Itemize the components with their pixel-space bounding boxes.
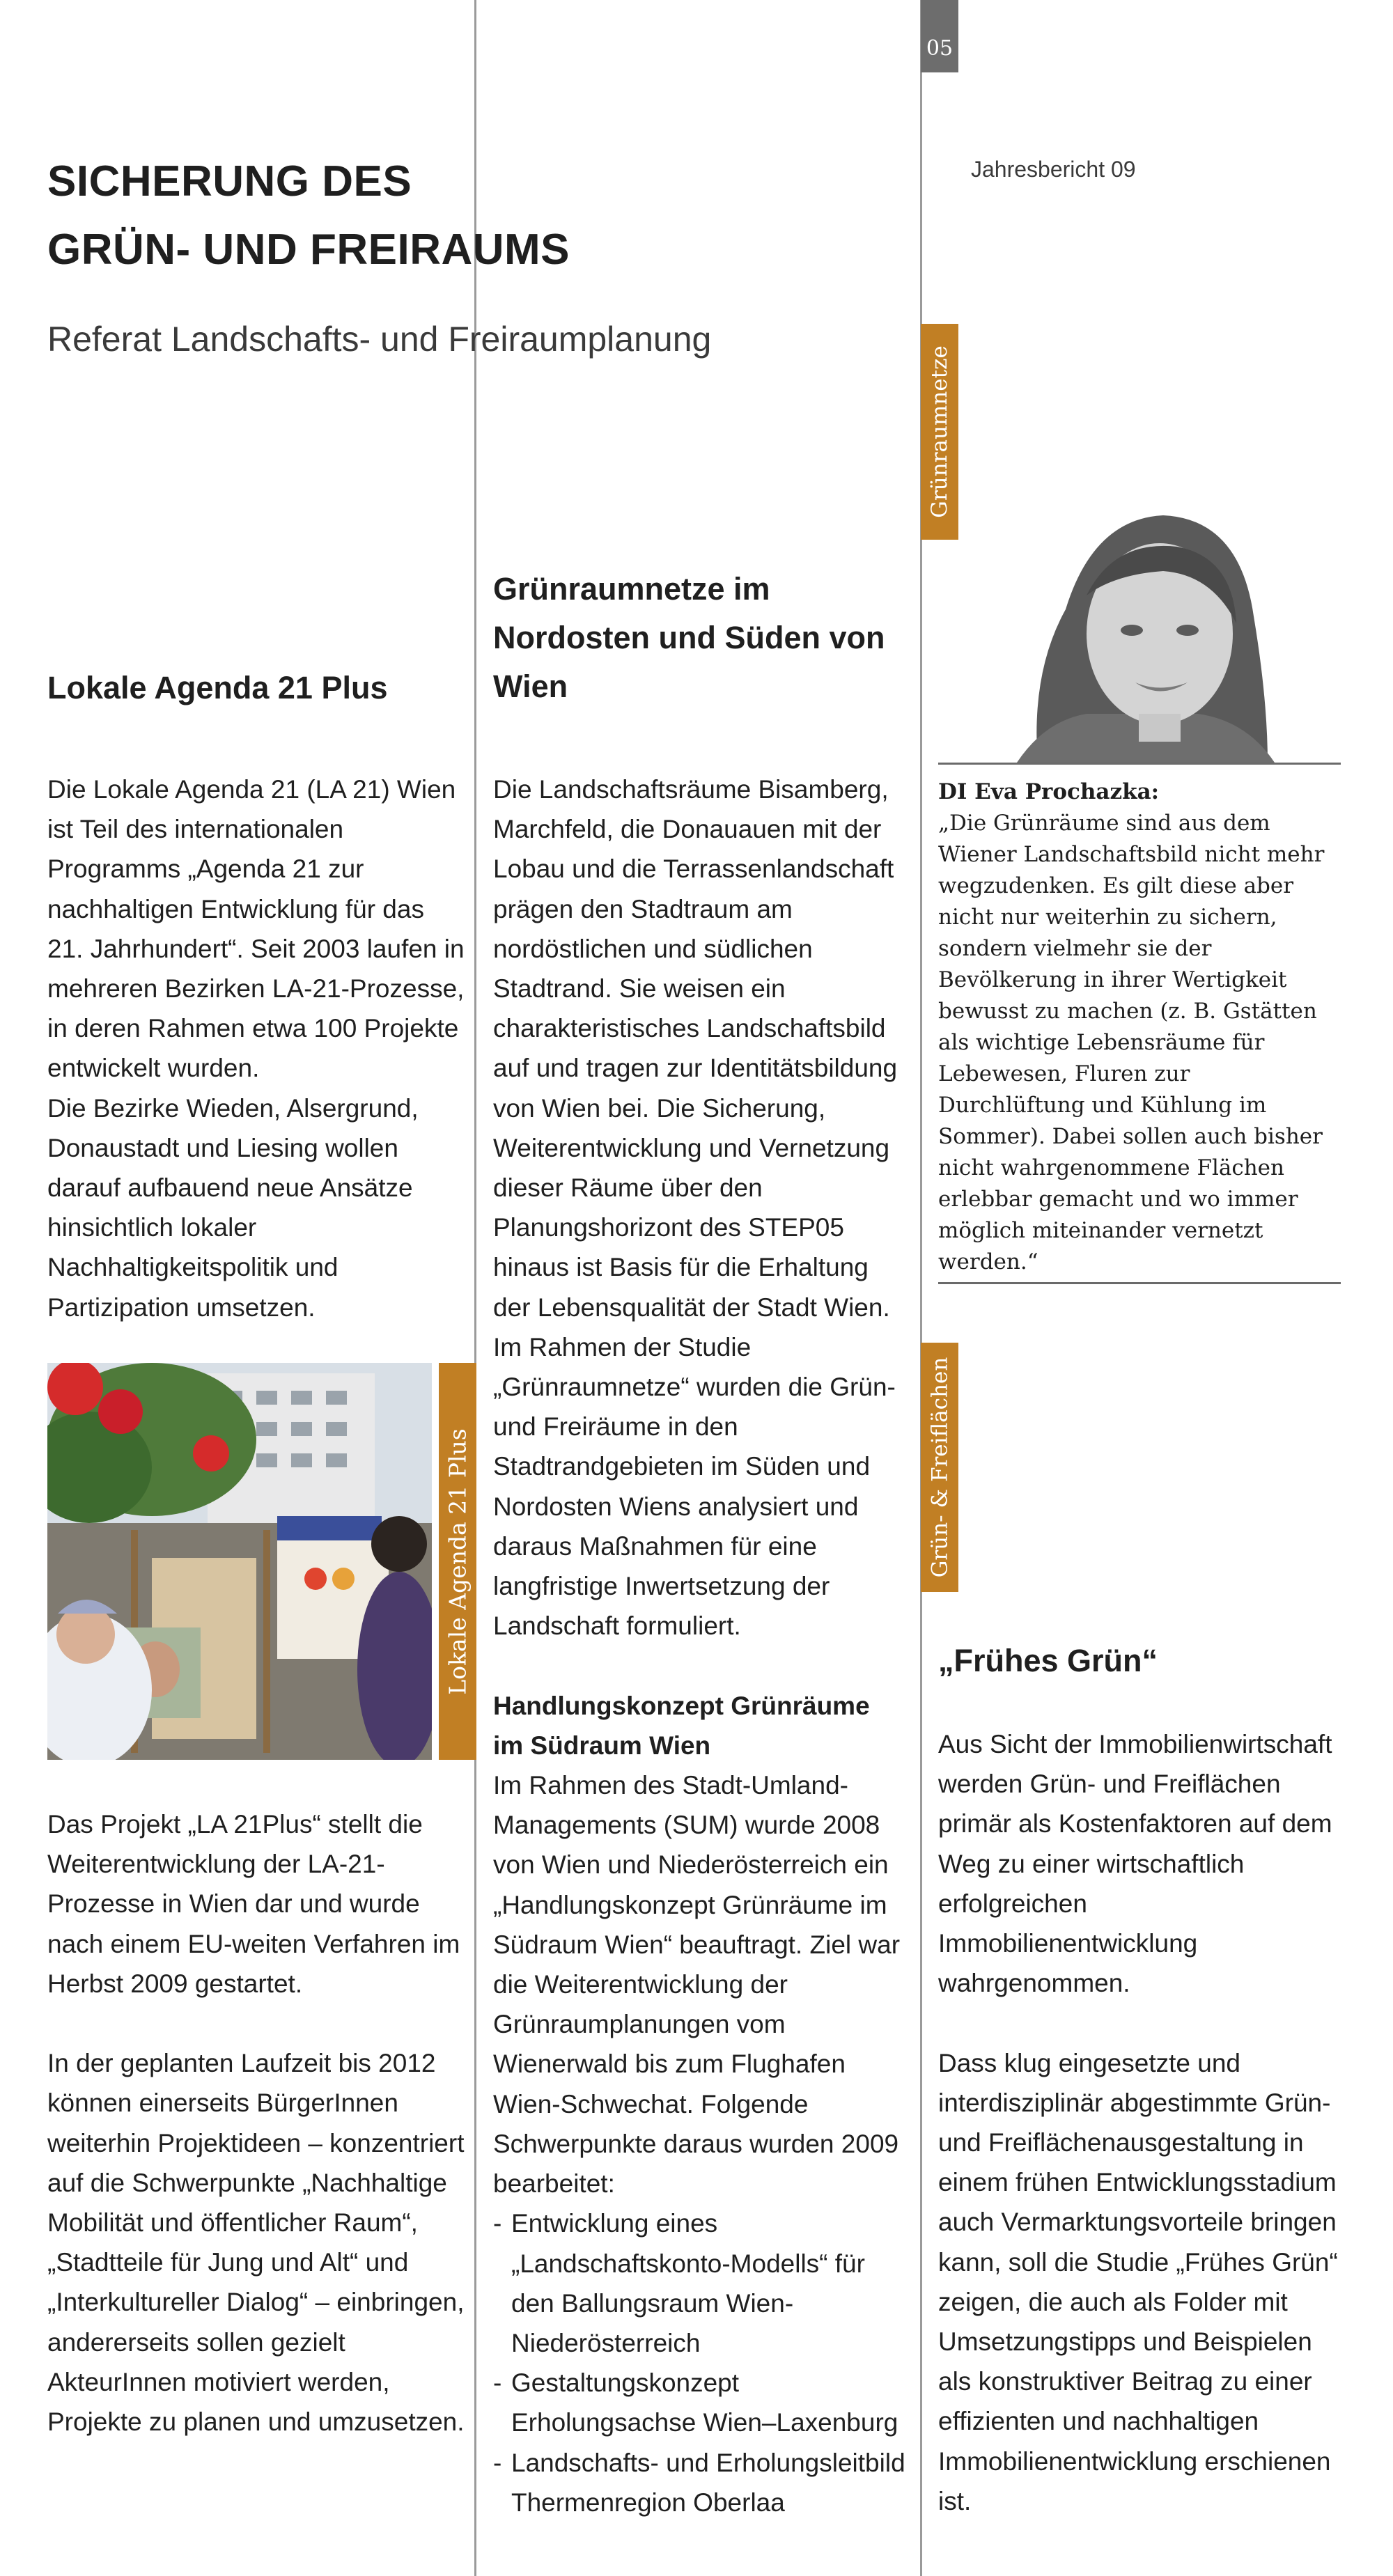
photo-caption: Lokale Agenda 21 Plus (444, 1428, 472, 1695)
col1-body-bottom (47, 1804, 465, 2442)
section-tab-gruen-freiflaechen (921, 1343, 958, 1592)
col2-list (493, 2203, 905, 2522)
photo-caption-tab (439, 1363, 476, 1760)
column-divider-left (474, 0, 476, 2576)
col3-body (938, 1724, 1346, 2521)
col3-heading: „Frühes Grün“ (938, 1643, 1158, 1678)
title-line-1: SICHERUNG DES (47, 157, 412, 205)
report-label: Jahresbericht 09 (971, 157, 1136, 182)
quote-text: „Die Grünräume sind aus dem Wiener Landschaftsbild nicht mehr wegzudenken. Es gilt diese aber nicht nur weiterhin zu sichern, sondern vielmehr sie der Bevölkerung in ihrer Wertigkeit bewusst zu machen (z. B. Gstätten als wichtige Lebensräume für Lebewesen, Fluren zur Durchlüftung und Kühlung im Sommer). Dabei sollen auch bisher nicht wahrgenommene Flächen erlebbar gemacht und wo immer möglich miteinander vernetzt werden.“ (938, 811, 1325, 1274)
quote-author: DI Eva Prochazka: (938, 779, 1160, 804)
event-photo (47, 1363, 432, 1760)
list-item: - Entwicklung eines „Landschaftskonto-Modells“ für den Ballungsraum Wien-Niederösterreich (493, 2203, 905, 2363)
page-subtitle: Referat Landschafts- und Freiraumplanung (47, 320, 712, 359)
quote-rule-top (938, 763, 1341, 765)
col1-paragraph: Die Lokale Agenda 21 (LA 21) Wien ist Teil des internationalen Programms „Agenda 21 zur nachhaltigen Entwicklung für das 21. Jahrhundert“. Seit 2003 laufen in mehreren Bezirken LA-21-Prozesse, in deren Rahmen etwa 100 Projekte entwickelt wurden. (47, 775, 465, 1083)
col2-paragraph: Im Rahmen des Stadt-Umland-Managements (SUM) wurde 2008 von Wien und Niederösterreich ein „Handlungskonzept Grünräume im Südraum Wien“ beauftragt. Ziel war die Weiterentwicklung der Grünraumplanungen vom Wienerwald bis zum Flughafen Wien-Schwechat. Folgende Schwerpunkte daraus wurden 2009 bearbeitet: (493, 1771, 901, 2199)
col2-paragraph: Die Landschaftsräume Bisamberg, Marchfeld, die Donauauen mit der Lobau und die Terrassenlandschaft prägen den Stadtraum am nordöstlichen und südlichen Stadtrand. Sie weisen ein charakteristisches Landschaftsbild auf und tragen zur Identitätsbildung von Wien bei. Die Sicherung, Weiterentwicklung und Vernetzung dieser Räume über den Planungshorizont des STEP05 hinaus ist Basis für die Erhaltung der Lebensqualität der Stadt Wien. Im Rahmen der Studie „Grünraumnetze“ wurden die Grün- und Freiräume in den Stadtrandgebieten im Süden und Nordosten Wiens analysiert und daraus Maßnahmen für eine langfristige Inwertsetzung der Landschaft formuliert. (493, 775, 898, 1641)
section-tab-gruenraumnetze (921, 324, 958, 540)
col2-subheading: Handlungskonzept Grünräume im Südraum Wien (493, 1691, 870, 1760)
col1-paragraph: Das Projekt „LA 21Plus“ stellt die Weiterentwicklung der LA-21-Prozesse in Wien dar und wurde nach einem EU-weiten Verfahren im Herbst 2009 gestartet. (47, 1810, 460, 1998)
col2-body (493, 770, 905, 2522)
col1-paragraph: Die Bezirke Wieden, Alsergrund, Donaustadt und Liesing wollen darauf aufbauend neue Ansätze hinsichtlich lokaler Nachhaltigkeitspolitik und Partizipation umsetzen. (47, 1093, 419, 1322)
list-item: - Gestaltungskonzept Erholungsachse Wien–Laxenburg (493, 2363, 905, 2442)
quote-rule-bottom (938, 1282, 1341, 1284)
col1-body-top (47, 770, 465, 1327)
quote-block (938, 776, 1341, 1278)
col3-paragraph: Aus Sicht der Immobilienwirtschaft werden Grün- und Freiflächen primär als Kostenfaktoren auf dem Weg zu einer wirtschaftlich erfolgreichen Immobilienentwicklung wahrgenommen. (938, 1730, 1332, 1998)
portrait-photo (989, 491, 1289, 763)
section-tab-label: Grün- & Freiflächen (927, 1357, 952, 1578)
col2-heading: Grünraumnetze im Nordosten und Süden von Wien (493, 571, 885, 704)
list-item: - Landschafts- und Erholungsleitbild Thermenregion Oberlaa (493, 2443, 905, 2522)
page-number: 05 (921, 0, 958, 72)
section-tab-label: Grünraumnetze (927, 345, 952, 518)
col3-paragraph: Dass klug eingesetzte und interdisziplinär abgestimmte Grün- und Freiflächenausgestaltung in einem frühen Entwicklungsstadium auch Vermarktungsvorteile bringen kann, soll die Studie „Frühes Grün“ zeigen, die auch als Folder mit Umsetzungstipps und Beispielen als konstruktiver Beitrag zu einer effizienten und nachhaltigen Immobilienentwicklung erschienen ist. (938, 2048, 1338, 2515)
page-title (47, 148, 570, 284)
title-line-2: GRÜN- UND FREIRAUMS (47, 226, 570, 274)
col1-paragraph: In der geplanten Laufzeit bis 2012 können einerseits BürgerInnen weiterhin Projektideen – konzentriert auf die Schwerpunkte „Nachhaltige Mobilität und öffentlicher Raum“, „Stadtteile für Jung und Alt“ und „Interkultureller Dialog“ – einbringen, andererseits sollen gezielt AkteurInnen motiviert werden, Projekte zu planen und umzusetzen. (47, 2049, 465, 2437)
col1-heading: Lokale Agenda 21 Plus (47, 670, 388, 705)
